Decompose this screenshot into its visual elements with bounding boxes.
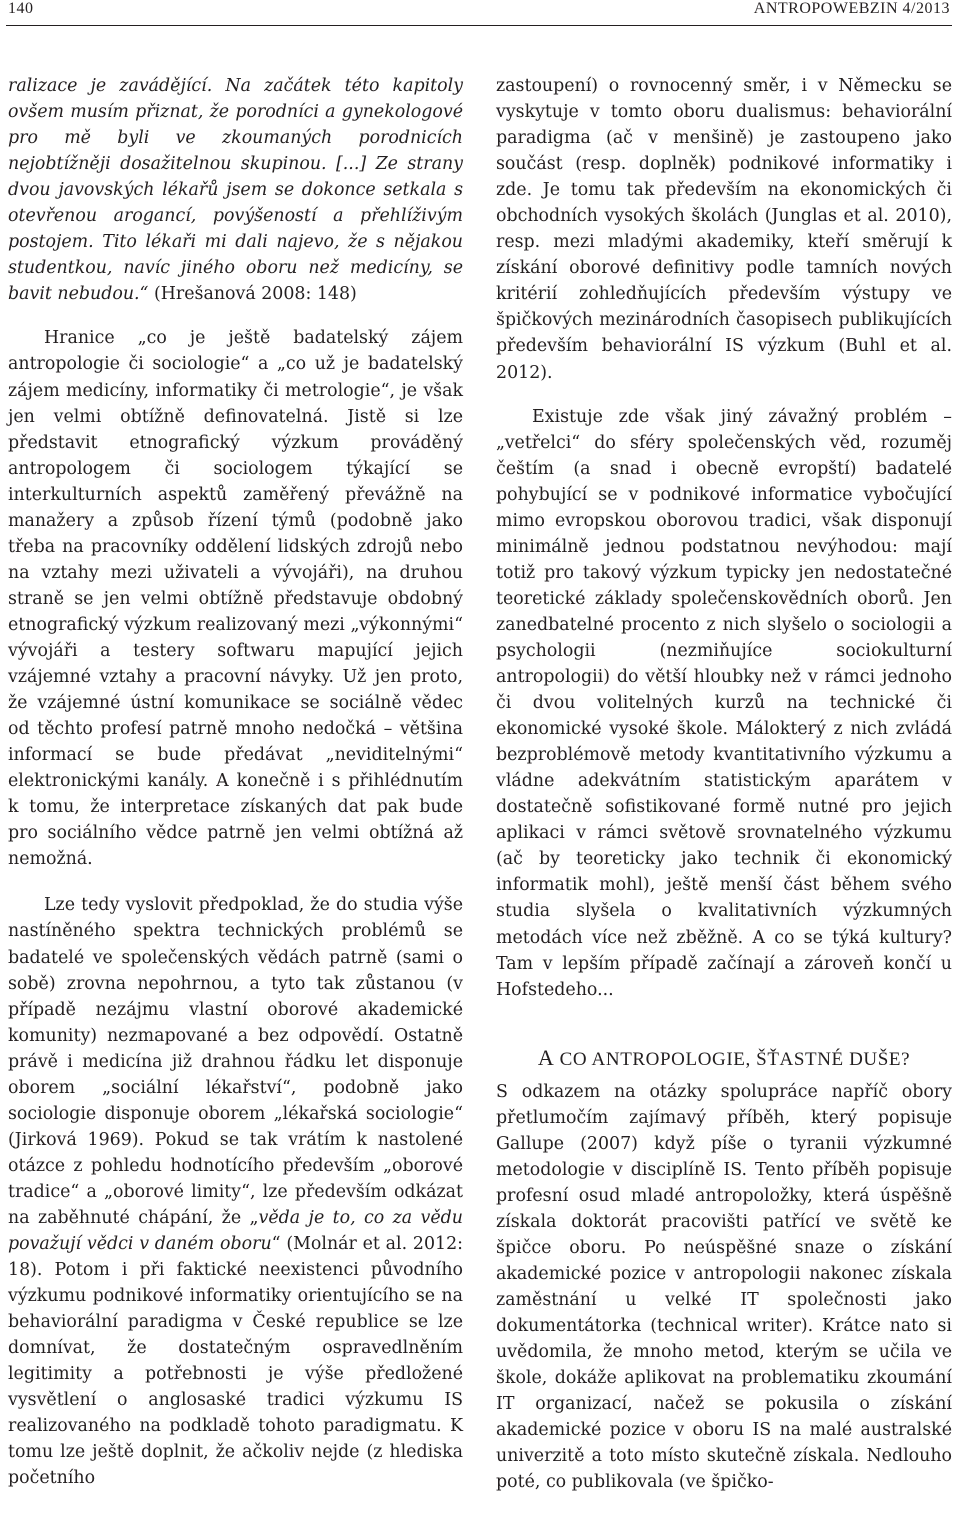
header-rule	[6, 25, 952, 26]
block-quote	[8, 73, 463, 307]
right-column	[496, 73, 952, 1495]
italic-quote: věda je to, co za vědu považují vědci v daném oboru	[8, 1207, 463, 1255]
paragraph	[8, 892, 463, 1491]
paragraph: Hranice „co je ještě badatelský zájem antropologie či sociologie“ a „co už je badatelský zájem medicíny, informatiky či metrologie“, je však jen velmi obtížně definovatelná. Jistě si lze představit etnografický výzkum prováděný antropologem či sociologem týkající se interkulturních aspektů zaměřený převážně na manažery a způsob řízení týmů (podobně jako třeba na pracovníky oddělení lidských zdrojů nebo na vztahy mezi uživateli a vývojáři), na druhou straně se jen velmi obtížně představuje obdobný etnografický výzkum realizovaný mezi „výkonnými“ vývojáři a testery softwaru mapující jejich vzájemné vztahy a pracovní návyky. Už jen proto, že vzájemné ústní komunikace se sociálně vědec od těchto profesí patrně mnoho nedočká – většina informací se bude předávat „neviditelnými“ elektronickými kanály. A konečně i s přihlédnutím k tomu, že interpretace získaných dat pak bude pro sociálního vědce patrně jen velmi obtížná až nemožná.	[8, 328, 463, 870]
paragraph-text: Lze tedy vyslovit předpoklad, že do studia výše nastíněného spektra technických problémů se badatelé ve společenských vědách patrně (sami o sobě) zrovna nepohrnou, a tyto tak zůstanou (v případě nezájmu vlastní oborové akademické komunity) nezmapované a bez odpovědí. Ostatně právě i medicína již drahnou řádku let disponuje oborem „sociální lékařství“, podobně jako sociologie disponuje oborem „lékařská sociologie“ (Jirková 1969). Pokud se tak vrátím k nastolené otázce z pohledu hodnotícího především „oborové tradice“ a „oborové limity“, lze především odkázat na zaběhnuté chápání, že „	[8, 895, 463, 1228]
paragraph: Existuje zde však jiný závažný problém – „vetřelci“ do sféry společenských věd, rozuměj češtím (a snad i obecně evropští) badatelé pohybující se v podnikové informatice vybočující mimo evropskou oborovou tradici, však disponují minimálně jednou podstatnou nevýhodou: mají totiž pro takový výzkum typicky jen nedostatečné teoretické základy společenskovědních oborů. Jen zanedbatelné procento z nich slyšelo o sociologii a psychologii (nezmiňujíce sociokulturní antropologii) do větší hloubky než v rámci jednoho či dvou volitelných kurzů na technické či ekonomické vysoké škole. Málokterý z nich zvládá bezproblémově metody kvantitativního výzkumu a vládne adekvátním statistickým aparátem v dostatečně sofistikované formě nutné pro jejich aplikaci v rámci světově srovnatelného výzkumu (ač by teoreticky jako technik či ekonomický informatik mohl), ještě menší část během svého studia slyšela o kvalitativních výzkumných metodách více než zběžně. A co se týká kultury? Tam v lepším případě začínají a zároveň končí u Hofstedeho...	[496, 406, 952, 1000]
section-heading-initial: A	[537, 1044, 555, 1070]
journal-title: ANTROPOWEBZIN 4/2013	[753, 0, 950, 17]
paragraph: zastoupení) o rovnocenný směr, i v Německu se vyskytuje v tomto oboru dualismus: behaviorální paradigma (ač v menšině) je zastoupeno jako součást (resp. doplněk) podnikové informatiky i zde. Je tomu tak především na ekonomických či obchodních vysokých školách (Junglas et al. 2010), resp. mezi mladými akademiky, kteří směrují k získání oborové definitivy podle tamních nových kritérií zohledňujících především výstupy ve špičkových mezinárodních časopisech publikujících především behaviorální IS výzkum (Buhl et al. 2012).	[496, 76, 952, 383]
quote-text: ralizace je zavádějící. Na začátek této kapitoly ovšem musím přiznat, že porodníci a gynekologové pro mě byli ve zkoumaných porodnicích nejobtížněji dosažitelnou skupinou. [...] Ze strany dvou javovských lékařů jsem se dokonce setkala s otevřenou arogancí, povýšeností a přehlíživým postojem. Tito lékaři mi dali najevo, že s nějakou studentkou, navíc jiného oboru než medicíny, se bavit nebudou.“	[8, 76, 463, 305]
running-header	[8, 0, 950, 26]
section-heading	[496, 1045, 952, 1073]
paragraph: S odkazem na otázky spolupráce napříč obory přetlumočím zajímavý příběh, který popisuje Gallupe (2007) když píše o tyranii výzkumné metodologie v disciplíně IS. Tento příběh popisuje profesní osud mladé antropoložky, která úspěšně získala doktorát pracovišti patřící ve světě ke špičce oboru. Po neúspěšné snaze o získání akademické pozice v antropologii nakonec získala zaměstnání u velké IT společnosti jako dokumentátorka (technical writer). Krátce nato si uvědomila, že mnoho metod, kterým se učila ve škole, dokáže aplikovat na problematiku zkoumání IT organizací, načež se pokusila o získání akademické pozice v oboru IS na malé australské univerzitě a toto místo skutečně získala. Nedlouho poté, co publikovala (ve špičko-	[496, 1081, 952, 1493]
left-column	[8, 73, 463, 1491]
section-heading-text: CO ANTROPOLOGIE, ŠŤASTNÉ DUŠE?	[554, 1048, 911, 1070]
quote-citation: (Hrešanová 2008: 148)	[148, 284, 357, 305]
paragraph-text: “ (Molnár et al. 2012: 18). Potom i při faktické neexistenci původního výzkumu podnikové informatiky orientujícího se na behaviorální paradigma v České republice se lze domnívat, že dostatečným ospravedlněním legitimity a potřebnosti je výše předložené vysvětlení o anglosaské tradici výzkumu IS realizovaného na podkladě tohoto paradigmatu. K tomu lze ještě doplnit, že ačkoliv nejde (z hlediska početního	[8, 1234, 463, 1489]
page-number: 140	[8, 0, 34, 17]
